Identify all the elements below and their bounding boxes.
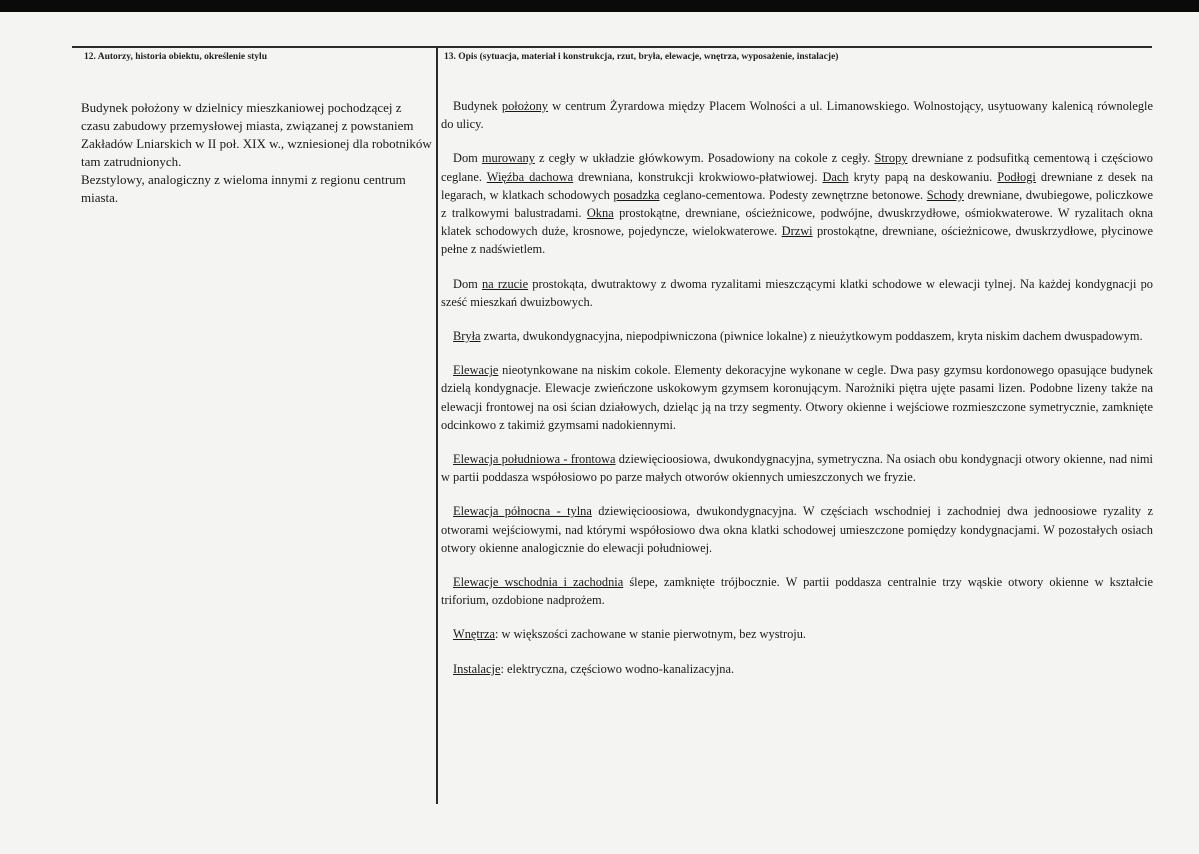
section-13-header: 13. Opis (sytuacja, materiał i konstrukcja, rzut, bryła, elewacje, wnętrza, wyposażenie, instalacje): [444, 52, 839, 62]
term-elewacja-polnocna: Elewacja północna - tylna: [453, 504, 592, 519]
table-top-border: [72, 46, 1152, 48]
term-wnetrza: Wnętrza: [453, 627, 495, 642]
term-dach: Dach: [822, 169, 849, 184]
massing-paragraph: Bryła zwarta, dwukondygnacyjna, niepodpiwniczona (piwnice lokalne) z nieużytkowym poddaszem, kryta niskim dachem dwuspadowym.: [453, 329, 1143, 344]
location-paragraph: Budynek położony w centrum Żyrardowa między Placem Wolności a ul. Limanowskiego. Wolnostojący, usytuowany kalenicą równolegle do ulicy.: [441, 99, 1153, 132]
plan-paragraph: Dom na rzucie prostokąta, dwutraktowy z dwoma ryzalitami mieszczącymi klatki schodowe w elewacji tylnej. Na każdej kondygnacji po sześć mieszkań dwuizbowych.: [441, 276, 1153, 309]
style-paragraph: Bezstylowy, analogiczny z wieloma innymi z regionu centrum miasta.: [81, 172, 406, 205]
interiors-paragraph: Wnętrza: w większości zachowane w stanie pierwotnym, bez wystroju.: [453, 627, 807, 642]
north-elevation-paragraph: Elewacja północna - tylna dziewięcioosiowa, dwukondygnacyjna. W częściach wschodniej i zachodniej dwa jednoosiowe ryzality z otworami wejściowymi, nad którymi współosiowo dwa okna klatki schodowej umieszczone pomiędzy kondygnacjami. W pozostałych osiach otwory okienne analogicznie do elewacji południowej.: [441, 504, 1153, 555]
elevations-paragraph: Elewacje nieotynkowane na niskim cokole. Elementy dekoracyjne wykonane w cegle. Dwa pasy gzymsu kordonowego opasujące budynek dzielą kondygnacje. Elewacje zwieńczone uskokowym gzymsem koronującym. Narożniki piętra ujęte pasami lizen. Podobne lizeny także na elewacji frontowej na osi ścian działowych, dzieląc ją na trzy segmenty. Otwory okienne i wejściowe rozmieszczone symetrycznie, zamknięte odcinkowo z takimiż gzymsami nadokiennymi.: [441, 363, 1153, 432]
materials-paragraph: Dom murowany z cegły w układzie główkowym. Posadowiony na cokole z cegły. Stropy drewniane z podsufitką cementową i częściowo ceglane. Więźba dachowa drewniana, konstrukcji krokwiowo-płatwiowej. Dach kryty papą na deskowaniu. Podłogi drewniane z desek na legarach, w klatkach schodowych posadzka ceglano-cementowa. Podesty zewnętrzne betonowe. Schody drewniane, dwubiegowe, policzkowe z tralkowymi balustradami. Okna prostokątne, drewniane, ościeżnicowe, podwójne, dwuskrzydłowe, ośmiokwaterowe. W ryzalitach okna klatek schodowych duże, krosnowe, pojedyncze, wielokwaterowe. Drzwi prostokątne, drewniane, ościeżnicowe, dwuskrzydłowe, płycinowe pełne z nadświetlem.: [441, 151, 1153, 257]
term-elewacje-wschodnia-zachodnia: Elewacje wschodnia i zachodnia: [453, 575, 624, 590]
term-elewacje: Elewacje: [453, 363, 499, 378]
history-paragraph: Budynek położony w dzielnicy mieszkaniowej pochodzącej z czasu zabudowy przemysłowej miasta, związanej z powstaniem Zakładów Lniarskich w II poł. XIX w., wzniesionej dla robotników tam zatrudnionych.: [81, 100, 432, 169]
term-podlogi: Podłogi: [997, 169, 1036, 184]
term-instalacje: Instalacje: [453, 661, 501, 676]
south-elevation-paragraph: Elewacja południowa - frontowa dziewięcioosiowa, dwukondygnacyjna, symetryczna. Na osiach obu kondygnacji otwory okienne, nad nimi w partii poddasza współosiowo po parze małych otworów okiennych umieszczonych we fryzie.: [441, 452, 1153, 485]
section-13-content: [441, 97, 1153, 694]
term-murowany: murowany: [481, 151, 535, 166]
section-12-header: 12. Autorzy, historia obiektu, określenie stylu: [84, 52, 267, 62]
term-bryla: Bryła: [453, 329, 481, 344]
term-stropy: Stropy: [874, 151, 908, 166]
east-west-elevation-paragraph: Elewacje wschodnia i zachodnia ślepe, zamknięte trójbocznie. W partii poddasza centralnie trzy wąskie otwory okienne w kształcie triforium, ozdobione nadprożem.: [441, 575, 1153, 608]
term-schody: Schody: [926, 187, 964, 202]
term-wiezba: Więźba dachowa: [486, 169, 574, 184]
term-okna: Okna: [586, 206, 614, 221]
column-divider: [436, 46, 438, 804]
term-elewacja-poludniowa: Elewacja południowa - frontowa: [453, 452, 616, 467]
term-posadzka: posadzka: [613, 187, 660, 202]
term-na-rzucie: na rzucie: [481, 276, 529, 291]
section-12-content: [81, 99, 433, 207]
term-drzwi: Drzwi: [781, 224, 813, 239]
installations-paragraph: Instalacje: elektryczna, częściowo wodno-kanalizacyjna.: [453, 661, 735, 676]
term-polozony: położony: [501, 99, 549, 113]
